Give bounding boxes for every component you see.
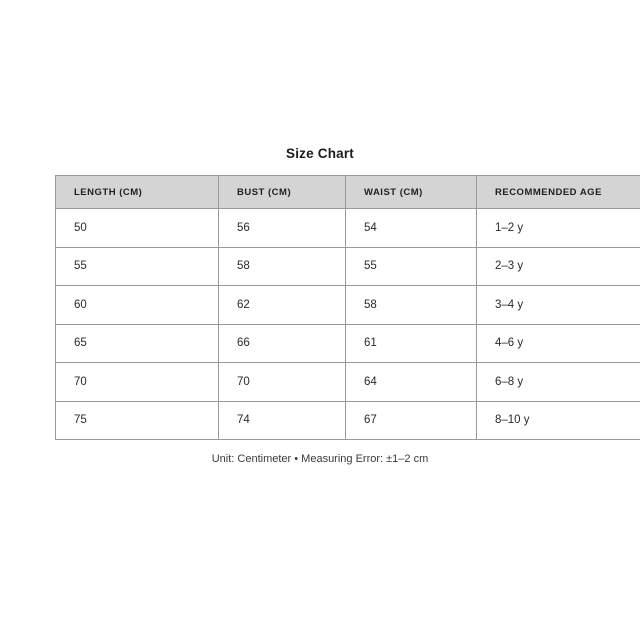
cell-recommended-age: 6–8 y <box>477 363 640 402</box>
table-row <box>56 286 640 325</box>
table-header-row <box>56 176 640 209</box>
cell-waist: 55 <box>346 247 477 286</box>
cell-length: 65 <box>56 324 219 363</box>
table-header <box>56 176 640 209</box>
cell-length: 75 <box>56 401 219 440</box>
cell-bust: 74 <box>219 401 346 440</box>
cell-waist: 58 <box>346 286 477 325</box>
cell-recommended-age: 8–10 y <box>477 401 640 440</box>
table-row <box>56 324 640 363</box>
column-header-waist: WAIST (CM) <box>346 176 477 209</box>
column-header-recommended-age: RECOMMENDED AGE <box>477 176 640 209</box>
cell-length: 50 <box>56 209 219 248</box>
table-row <box>56 209 640 248</box>
cell-waist: 64 <box>346 363 477 402</box>
table-row <box>56 363 640 402</box>
cell-bust: 66 <box>219 324 346 363</box>
cell-recommended-age: 4–6 y <box>477 324 640 363</box>
column-header-bust: BUST (CM) <box>219 176 346 209</box>
cell-bust: 56 <box>219 209 346 248</box>
cell-bust: 58 <box>219 247 346 286</box>
cell-length: 55 <box>56 247 219 286</box>
cell-recommended-age: 3–4 y <box>477 286 640 325</box>
cell-waist: 67 <box>346 401 477 440</box>
column-header-length: LENGTH (CM) <box>56 176 219 209</box>
page-title: Size Chart <box>285 146 355 161</box>
cell-waist: 61 <box>346 324 477 363</box>
table-body <box>56 209 640 440</box>
table-row <box>56 247 640 286</box>
size-chart-table <box>55 175 640 440</box>
table-row <box>56 401 640 440</box>
cell-length: 70 <box>56 363 219 402</box>
cell-length: 60 <box>56 286 219 325</box>
cell-bust: 70 <box>219 363 346 402</box>
cell-recommended-age: 2–3 y <box>477 247 640 286</box>
cell-waist: 54 <box>346 209 477 248</box>
size-chart-container <box>55 146 602 465</box>
cell-recommended-age: 1–2 y <box>477 209 640 248</box>
cell-bust: 62 <box>219 286 346 325</box>
chart-footnote: Unit: Centimeter • Measuring Error: ±1–2 cm <box>211 453 429 465</box>
